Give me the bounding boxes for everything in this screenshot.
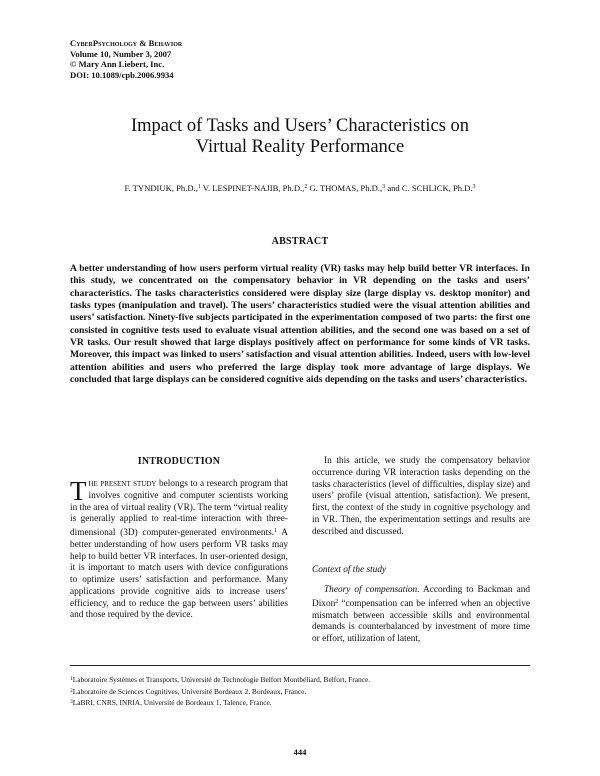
context-text-b: “compensation can be inferred when an objective mismatch between accessible skills and environmental demands is counterbalanced by investment of more time or effort, utilization of latent,	[312, 598, 530, 644]
author-1: F. TYNDIUK, Ph.D.,	[124, 183, 198, 193]
context-paragraph	[312, 585, 530, 646]
author-3: G. THOMAS, Ph.D.,	[309, 183, 383, 193]
footnotes	[70, 674, 370, 709]
author-2: V. LESPINET-NAJIB, Ph.D.,	[202, 183, 305, 193]
introduction-heading: INTRODUCTION	[137, 456, 221, 467]
reference-2: 2	[335, 598, 339, 605]
title-line-2: Virtual Reality Performance	[195, 137, 405, 157]
title-line-1: Impact of Tasks and Users’ Characteristics on	[130, 116, 470, 136]
footnote-2	[70, 686, 370, 698]
author-2-affiliation: 2	[304, 184, 308, 190]
author-4: and C. SCHLICK, Ph.D.	[387, 183, 473, 193]
page-number: 444	[293, 747, 307, 757]
reference-1: 1	[274, 528, 278, 534]
context-text-a: According to Backman and Dixon	[312, 585, 530, 609]
footnote-1	[70, 674, 370, 686]
context-heading: Context of the study	[312, 565, 387, 575]
footnote-2-mark: 2	[70, 687, 73, 694]
journal-doi: DOI: 10.1089/cpb.2006.9934	[70, 69, 174, 80]
journal-name: CyberPsychology & Behavior	[70, 38, 183, 48]
journal-copyright: © Mary Ann Liebert, Inc.	[70, 59, 165, 70]
author-list	[0, 182, 600, 194]
footnote-divider	[70, 665, 530, 666]
drop-cap: T	[70, 476, 87, 506]
footnote-3-text: LaBRI, CNRS, INRIA, Université de Bordeaux 1, Talence, France.	[72, 698, 272, 707]
author-4-affiliation: 3	[472, 184, 476, 190]
footnote-3	[70, 697, 370, 709]
footnote-3-mark: 3	[70, 699, 73, 705]
footnote-1-text: Laboratoire Systèmes et Transports, Université de Technologie Belfort Montbéliard, Belfort, France.	[72, 675, 371, 684]
journal-volume: Volume 10, Number 3, 2007	[70, 48, 172, 59]
context-subhead: Theory of compensation.	[324, 585, 420, 595]
journal-header	[70, 38, 182, 80]
paper-title	[0, 116, 600, 158]
footnote-1-mark: 1	[70, 676, 73, 682]
intro-paragraph-1	[70, 476, 289, 622]
abstract-heading: ABSTRACT	[271, 236, 329, 247]
intro-paragraph-2: In this article, we study the compensatory behavior occurrence during VR interaction tasks depending on the tasks characteristics (level of difficulties, display size) and users’ profile (visual attention, satisfaction). We present, first, the context of the study in cognitive psychology and in VR. Then, the experimentation settings and results are described and discussed.	[312, 456, 530, 537]
footnote-2-text: Laboratoire de Sciences Cognitives, Université Bordeaux 2, Bordeaux, France.	[72, 686, 307, 696]
author-1-affiliation: 1	[197, 184, 201, 190]
author-3-affiliation: 3	[382, 184, 386, 190]
intro-lead-in: he present study	[88, 479, 157, 489]
intro-text-a: belongs to a research program that involves cognitive and computer scientists working in the area of virtual reality (VR). The term “virtual reality is generally applied to real-time interaction with three-dimensional (3D) computer-generated environments.	[70, 479, 289, 538]
intro-text-b: A better understanding of how users perform VR tasks may help to build better VR interfaces. In user-oriented design, it is important to match users with device configurations to optimize users’ satisfaction and performance. Many applications provide cognitive aids to increase users’ efficiency, and to reduce the gap between users’ abilities and those required by the device.	[70, 528, 288, 621]
abstract-text: A better understanding of how users perform virtual reality (VR) tasks may help build better VR interfaces. In this study, we concentrated on the compensatory behavior in VR depending on the tasks and users’ characteristics. The tasks characteristics considered were display size (large display vs. desktop monitor) and tasks types (manipulation and travel). The users’ characteristics studied were the visual attention abilities and users’ satisfaction. Ninety-five subjects participated in the experimentation composed of two parts: the first one consisted in cognitive tests used to evaluate visual attention abilities, and the second one was based on a set of VR tasks. Our result showed that large displays positively affect on performance for some kinds of VR tasks. Moreover, this impact was linked to users’ satisfaction and visual attention abilities. Indeed, users with low-level attention abilities and users who preferred the large display took more advantage of large displays. We concluded that large displays can be considered cognitive aids depending on the tasks and users’ characteristics.	[70, 263, 530, 386]
